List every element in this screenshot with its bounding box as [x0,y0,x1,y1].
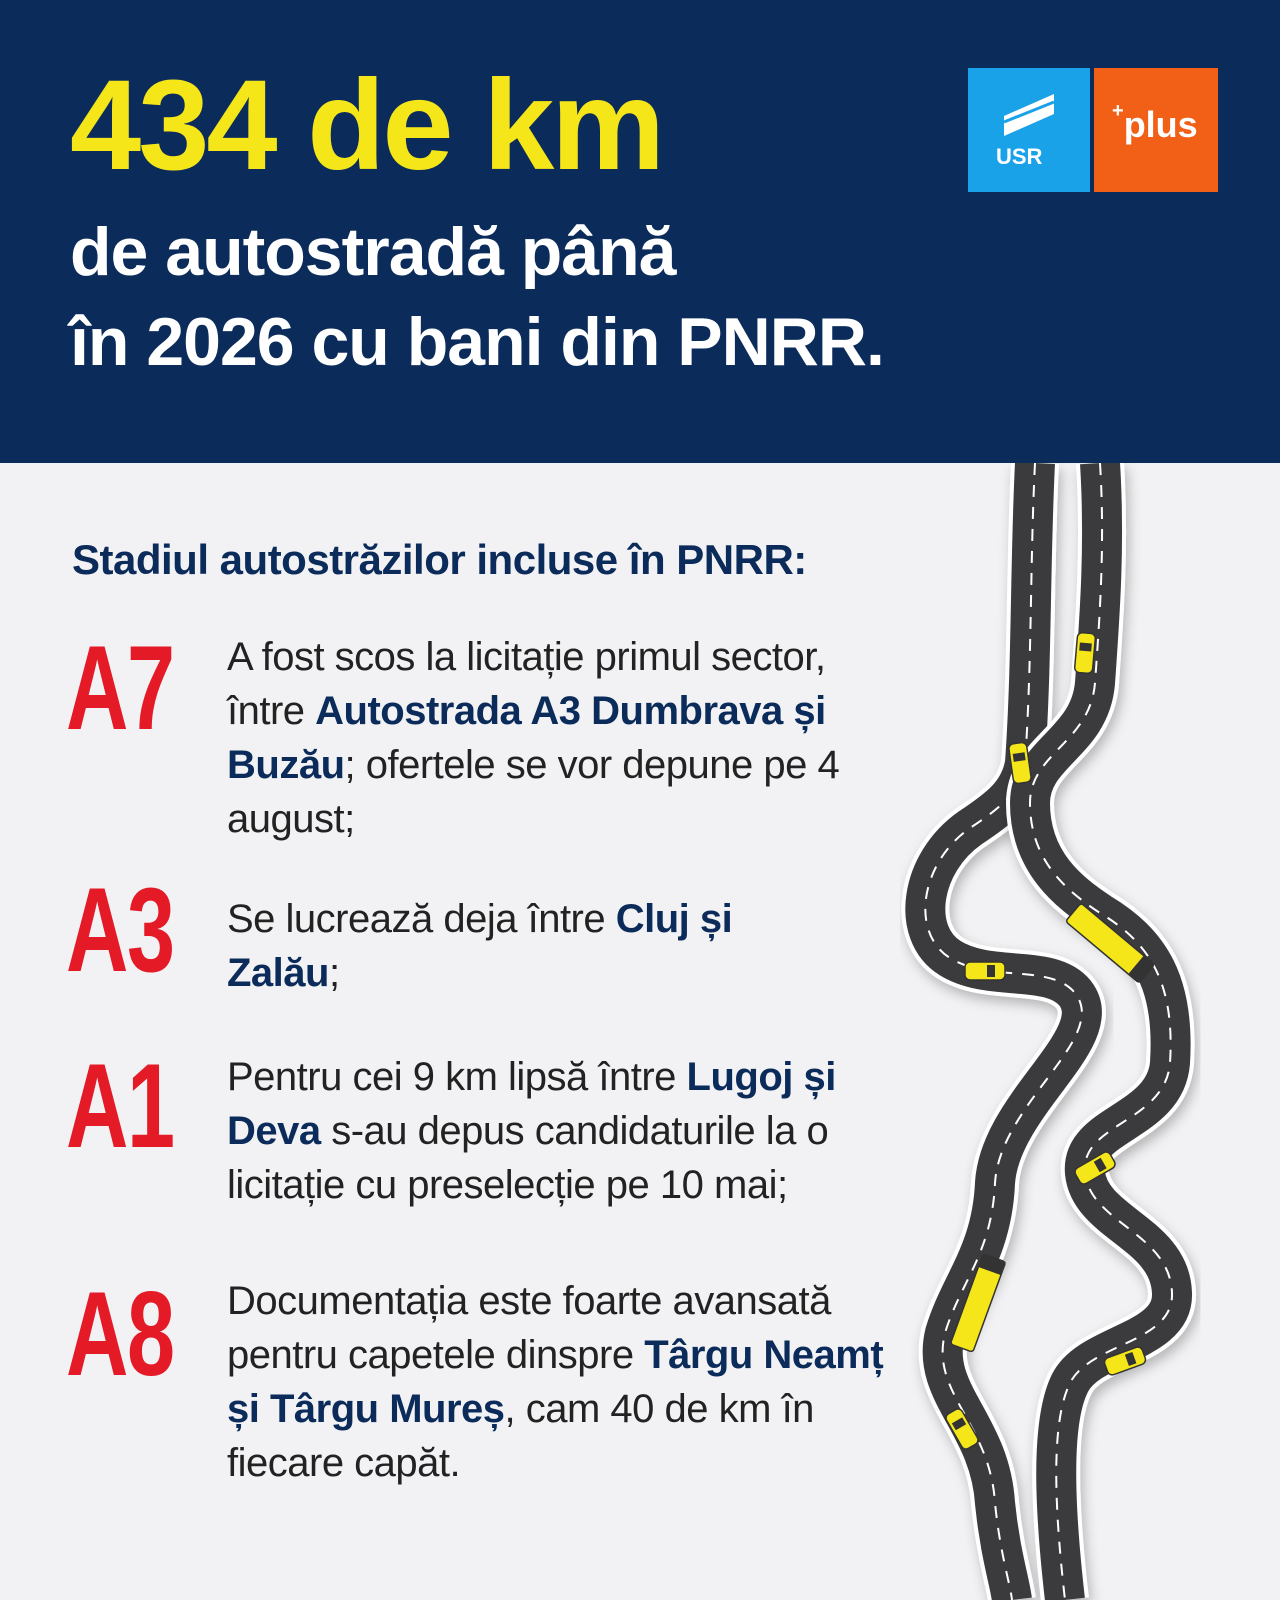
desc-text: Se lucrează deja între [227,897,616,941]
usr-logo-text: USR [996,144,1043,169]
headline-line-1: de autostradă până [70,214,676,290]
winding-roads-illustration [900,463,1280,1600]
desc-text: , cam 40 de km în fiecare capăt. [227,1387,814,1485]
desc-text: Documentația este foarte avansată pentru capetele dinspre [227,1279,831,1377]
usr-logo [968,68,1090,192]
desc-highlight: Târgu Neamț și Târgu Mureș [227,1333,884,1431]
desc-text: ; [328,951,340,995]
plus-logo-text [1112,100,1198,146]
highway-desc-a8 [227,1274,897,1490]
desc-highlight: Cluj și Zalău [227,897,733,995]
plus-logo [1094,68,1218,192]
header-banner [0,0,1280,463]
highway-code-a8: A8 [66,1267,174,1401]
highway-code-a7: A7 [66,621,174,755]
desc-text: ; ofertele se vor depune pe 4 august; [227,743,840,841]
headline: 434 de km [70,54,663,197]
car-icon [965,962,1005,980]
highway-desc-a3 [227,892,757,1000]
desc-highlight: Lugoj și Deva [227,1055,836,1153]
usr-swoosh-icon [968,68,1090,192]
desc-text: A fost scos la licitație primul sector, între [227,635,826,733]
section-subtitle: Stadiul autostrăzilor incluse în PNRR: [72,536,807,583]
highway-desc-a1 [227,1050,917,1212]
plus-mark: + [1112,100,1124,122]
highway-desc-a7 [227,630,867,846]
desc-text: s-au depus candidaturile la o licitație cu preselecție pe 10 mai; [227,1109,829,1207]
plus-word: plus [1123,104,1198,145]
headline-line-2: în 2026 cu bani din PNRR. [70,304,884,380]
car-icon [1074,632,1095,673]
highway-code-a3: A3 [66,863,174,997]
desc-highlight: Autostrada A3 Dumbrava și Buzău [227,689,826,787]
desc-text: Pentru cei 9 km lipsă între [227,1055,687,1099]
highway-code-a1: A1 [66,1039,174,1173]
